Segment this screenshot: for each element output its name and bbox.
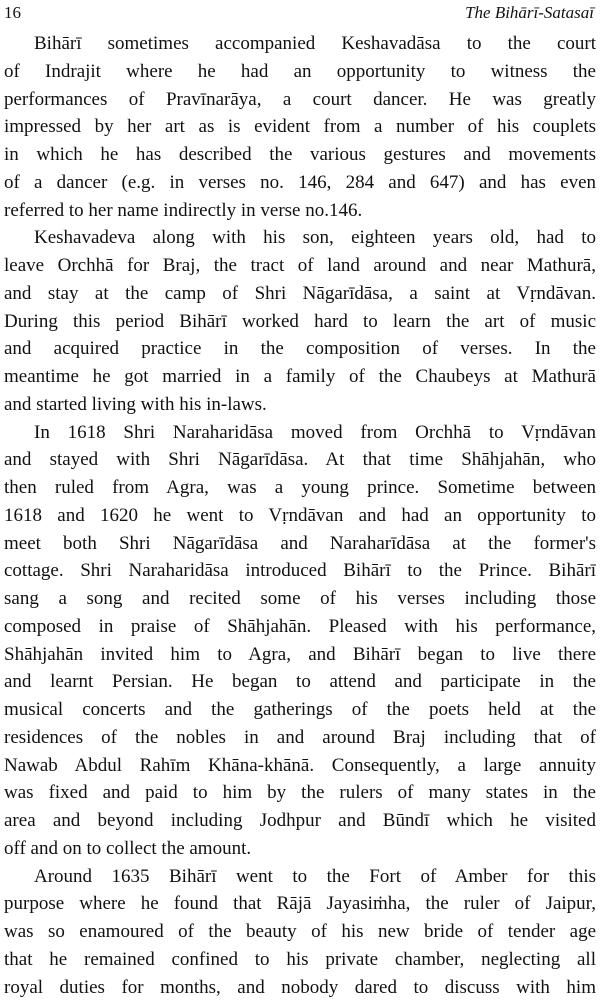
text-line: Keshavadeva along with his son, eighteen years old, had to [34,227,596,249]
text-line: royal duties for months, and nobody dared to discuss with him [4,976,596,998]
text-line: residences of the nobles in and around Braj including that of [4,726,596,748]
text-line: and learnt Persian. He began to attend and participate in the [4,671,596,693]
text-line: impressed by her art as is evident from a number of his couplets [4,116,596,138]
text-line: purpose where he found that Rājā Jayasiṁha, the ruler of Jaipur, [4,893,596,915]
text-line: was so enamoured of the beauty of his new bride of tender age [4,921,596,942]
text-line: referred to her name indirectly in verse no.146. [4,199,363,221]
text-line: In 1618 Shri Naraharidāsa moved from Orchhā to Vṛndāvan [34,421,596,443]
text-line: Around 1635 Bihārī went to the Fort of Amber for this [34,865,596,887]
text-line: performances of Pravīnarāya, a court dancer. He was greatly [4,88,596,110]
text-line: and started living with his in-laws. [4,393,267,415]
text-line: then ruled from Agra, was a young prince. Sometime between [4,477,596,498]
text-line: sang a song and recited some of his verses including those [4,588,596,609]
text-line: meantime he got married in a family of the Chaubeys at Mathurā [4,366,596,387]
text-line: During this period Bihārī worked hard to learn the art of music [4,310,596,332]
running-title: The Bihārī-Satasaī [465,3,594,22]
text-line: and stay at the camp of Shri Nāgarīdāsa, a saint at Vṛndāvan. [4,282,596,304]
text-line: cottage. Shri Naraharidāsa introduced Bihārī to the Prince. Bihārī [4,560,596,582]
text-line: of Indrajit where he had an opportunity to witness the [4,60,596,82]
text-line: that he remained confined to his private chamber, neglecting all [4,948,596,970]
text-line: area and beyond including Jodhpur and Būndī which he visited [4,810,596,831]
text-line: 1618 and 1620 he went to Vṛndāvan and had an opportunity to [4,504,596,526]
text-line: in which he has described the various gestures and movements [4,144,596,165]
text-line: of a dancer (e.g. in verses no. 146, 284 and 647) and has even [4,171,596,193]
page-header [4,2,594,24]
text-line: Nawab Abdul Rahīm Khāna-khānā. Consequently, a large annuity [4,754,596,776]
text-line: off and on to collect the amount. [4,837,252,859]
text-line: Shāhjahān invited him to Agra, and Bihārī began to live there [4,643,596,665]
text-line: Bihārī sometimes accompanied Keshavadāsa to the court [34,33,596,54]
body-text [4,30,596,1001]
text-line: was fixed and paid to him by the rulers of many states in the [4,782,596,804]
text-line: and acquired practice in the composition of verses. In the [4,338,596,360]
page-number: 16 [4,3,21,22]
text-line: and stayed with Shri Nāgarīdāsa. At that time Shāhjahān, who [4,449,596,471]
text-line: composed in praise of Shāhjahān. Pleased with his performance, [4,615,596,637]
text-line: musical concerts and the gatherings of the poets held at the [4,699,596,720]
text-line: meet both Shri Nāgarīdāsa and Naraharīdāsa at the former's [4,532,596,554]
text-line: leave Orchhā for Braj, the tract of land around and near Mathurā, [4,255,596,276]
